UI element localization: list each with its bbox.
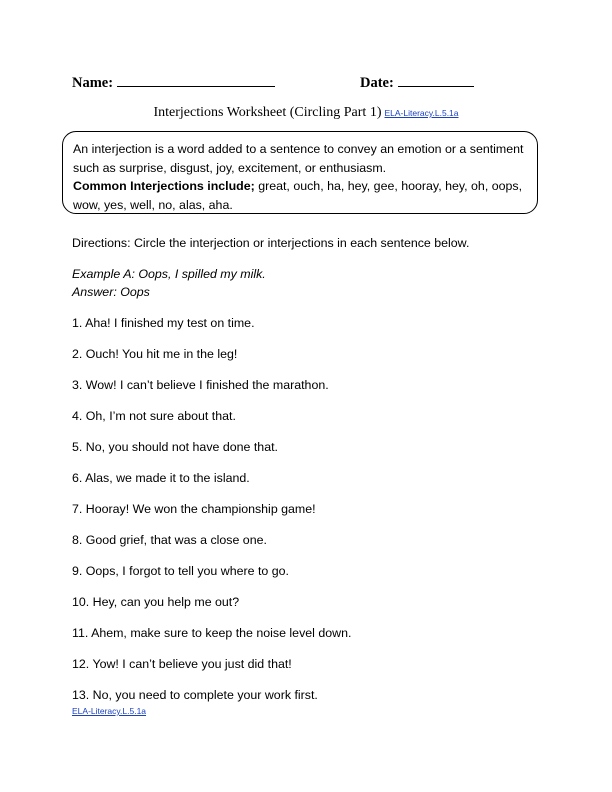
sentence-12: 12. Yow! I can’t believe you just did that! bbox=[72, 657, 292, 671]
standard-link[interactable]: ELA-Literacy.L.5.1a bbox=[384, 108, 459, 118]
sentence-9: 9. Oops, I forgot to tell you where to go. bbox=[72, 564, 289, 578]
sentence-11: 11. Ahem, make sure to keep the noise level down. bbox=[72, 626, 352, 640]
common-interjections-list: great, ouch, ha, hey, gee, hooray, hey, oh, oops, wow, yes, well, no, alas, aha. bbox=[73, 179, 523, 212]
definition-box bbox=[62, 131, 538, 214]
title-text: Interjections Worksheet (Circling Part 1) bbox=[153, 105, 382, 120]
name-label: Name: bbox=[72, 75, 114, 91]
sentence-3: 3. Wow! I can’t believe I finished the marathon. bbox=[72, 378, 329, 392]
date-label: Date: bbox=[360, 75, 394, 91]
example-answer: Answer: Oops bbox=[72, 285, 150, 299]
worksheet-title bbox=[0, 103, 612, 121]
date-field bbox=[360, 72, 474, 92]
directions: Directions: Circle the interjection or interjections in each sentence below. bbox=[72, 236, 470, 250]
sentence-5: 5. No, you should not have done that. bbox=[72, 440, 278, 454]
name-blank-line[interactable] bbox=[117, 72, 275, 87]
sentence-6: 6. Alas, we made it to the island. bbox=[72, 471, 250, 485]
sentence-1: 1. Aha! I finished my test on time. bbox=[72, 316, 255, 330]
footer-standard-link[interactable]: ELA-Literacy.L.5.1a bbox=[72, 706, 147, 716]
definition-intro: An interjection is a word added to a sentence to convey an emotion or a sentiment such as surprise, disgust, joy, excitement, or enthusiasm. bbox=[73, 142, 524, 175]
sentence-2: 2. Ouch! You hit me in the leg! bbox=[72, 347, 238, 361]
header-row bbox=[72, 72, 492, 92]
sentence-8: 8. Good grief, that was a close one. bbox=[72, 533, 267, 547]
sentence-10: 10. Hey, can you help me out? bbox=[72, 595, 240, 609]
example-sentence: Example A: Oops, I spilled my milk. bbox=[72, 267, 266, 281]
sentence-4: 4. Oh, I’m not sure about that. bbox=[72, 409, 236, 423]
date-blank-line[interactable] bbox=[398, 72, 474, 87]
name-field bbox=[72, 72, 275, 92]
sentence-7: 7. Hooray! We won the championship game! bbox=[72, 502, 316, 516]
common-interjections-label: Common Interjections include; bbox=[73, 179, 255, 193]
sentence-13: 13. No, you need to complete your work first. bbox=[72, 688, 318, 702]
